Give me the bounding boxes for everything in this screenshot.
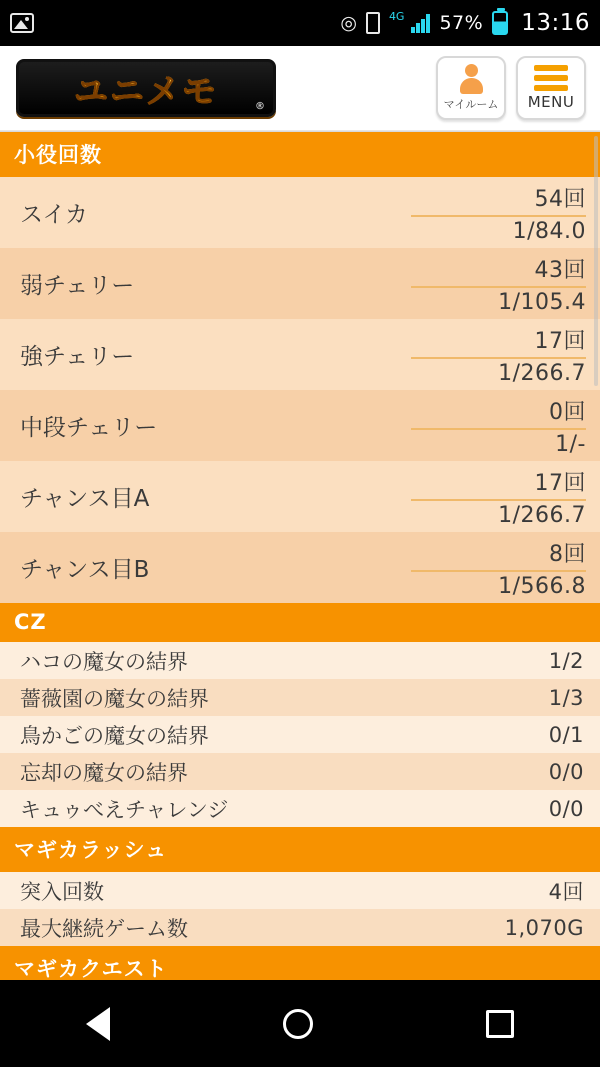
content-scroll-area[interactable] — [0, 131, 600, 980]
app-logo[interactable] — [16, 59, 276, 117]
row-values — [411, 466, 586, 528]
myroom-button-label: マイルーム — [443, 98, 499, 111]
row-value: 4回 — [548, 879, 584, 904]
row-label: 中段チェリー — [20, 415, 158, 441]
table-row — [0, 248, 600, 319]
row-rate: 1/266.7 — [498, 360, 586, 386]
status-bar-right — [340, 10, 590, 36]
back-icon[interactable] — [86, 1007, 110, 1041]
row-count: 17回 — [534, 328, 586, 354]
row-values — [411, 395, 586, 457]
row-rate: 1/566.8 — [498, 573, 586, 599]
vertical-scrollbar[interactable] — [594, 136, 598, 386]
list-item — [0, 753, 600, 790]
list-item — [0, 790, 600, 827]
row-count: 54回 — [534, 186, 586, 212]
row-count: 17回 — [534, 470, 586, 496]
network-type-label: 4G — [388, 10, 405, 23]
section-header-magicarush: マギカラッシュ — [0, 827, 600, 872]
row-count: 43回 — [534, 257, 586, 283]
row-label: 弱チェリー — [20, 273, 135, 299]
app-logo-registered-mark: ® — [255, 101, 267, 112]
row-divider — [411, 499, 586, 501]
app-logo-text: ユニメモ — [74, 64, 218, 113]
row-value: 0/0 — [548, 759, 584, 784]
list-item — [0, 642, 600, 679]
row-values — [411, 182, 586, 244]
row-label: 薔薇園の魔女の結界 — [20, 686, 209, 711]
row-label: 突入回数 — [20, 879, 104, 904]
row-divider — [411, 357, 586, 359]
row-values — [411, 324, 586, 386]
clock-label: 13:16 — [521, 10, 590, 36]
table-row — [0, 319, 600, 390]
row-value: 1/2 — [548, 648, 584, 673]
battery-percent-label: 57% — [439, 12, 484, 34]
list-item — [0, 716, 600, 753]
row-label: 最大継続ゲーム数 — [20, 916, 188, 941]
menu-button-label: MENU — [527, 93, 575, 111]
status-bar — [0, 0, 600, 46]
row-label: 鳥かごの魔女の結界 — [20, 723, 209, 748]
section-header-koyaku: 小役回数 — [0, 132, 600, 177]
app-header — [0, 46, 600, 131]
nfc-icon: ◎ — [340, 11, 357, 34]
row-value: 1,070G — [504, 915, 584, 940]
row-divider — [411, 215, 586, 217]
status-bar-left — [10, 13, 340, 33]
home-icon[interactable] — [283, 1009, 313, 1039]
row-label: スイカ — [20, 202, 88, 228]
row-rate: 1/84.0 — [512, 218, 586, 244]
row-label: 忘却の魔女の結界 — [20, 760, 188, 785]
table-row — [0, 390, 600, 461]
row-divider — [411, 286, 586, 288]
row-value: 1/3 — [548, 685, 584, 710]
row-label: 強チェリー — [20, 344, 135, 370]
person-icon — [457, 64, 485, 94]
row-values — [411, 253, 586, 315]
section-header-magicaquest: マギカクエスト — [0, 946, 600, 980]
battery-icon — [492, 11, 508, 35]
row-label: チャンス目B — [20, 557, 150, 583]
row-value: 0/1 — [548, 722, 584, 747]
row-values — [411, 537, 586, 599]
table-row — [0, 532, 600, 603]
row-label: キュゥべえチャレンジ — [20, 797, 229, 822]
row-label: チャンス目A — [20, 486, 150, 512]
myroom-button[interactable] — [436, 56, 506, 120]
list-item — [0, 909, 600, 946]
row-value: 0/0 — [548, 796, 584, 821]
signal-icon — [411, 13, 430, 33]
table-row — [0, 461, 600, 532]
row-divider — [411, 428, 586, 430]
vibrate-icon — [366, 12, 380, 34]
table-row — [0, 177, 600, 248]
section-header-cz: CZ — [0, 603, 600, 642]
row-rate: 1/266.7 — [498, 502, 586, 528]
stats-list — [0, 132, 600, 980]
list-item — [0, 679, 600, 716]
row-rate: 1/105.4 — [498, 289, 586, 315]
row-count: 0回 — [549, 399, 586, 425]
row-label: ハコの魔女の結界 — [20, 649, 188, 674]
menu-button[interactable] — [516, 56, 586, 120]
row-rate: 1/- — [555, 431, 586, 457]
hamburger-icon — [534, 65, 568, 91]
android-nav-bar — [0, 980, 600, 1067]
recent-apps-icon[interactable] — [486, 1010, 514, 1038]
row-divider — [411, 570, 586, 572]
row-count: 8回 — [549, 541, 586, 567]
header-buttons — [436, 56, 586, 120]
list-item — [0, 872, 600, 909]
photo-icon — [10, 13, 34, 33]
